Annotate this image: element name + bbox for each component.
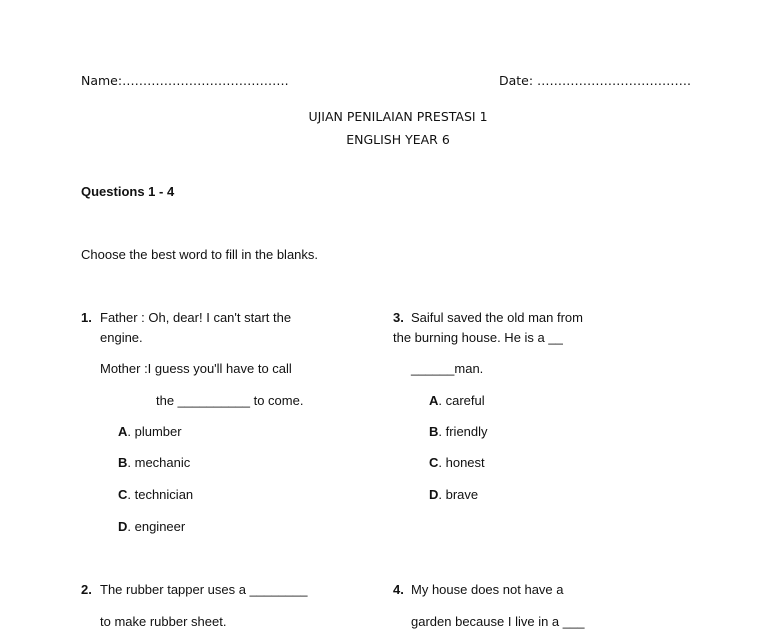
question-text: Saiful saved the old man from — [411, 310, 583, 325]
question-text: engine. — [100, 330, 143, 345]
name-field: Name:…………………………………. — [81, 73, 289, 88]
option-c: C. honest — [429, 455, 485, 470]
question-text: Mother :I guess you'll have to call — [100, 361, 292, 376]
question-text: ______man. — [411, 361, 484, 376]
option-d: D. brave — [429, 487, 479, 502]
question-number: 3. — [393, 310, 404, 325]
question-text: to make rubber sheet. — [100, 614, 227, 629]
question-number: 1. — [81, 310, 92, 325]
question-text: the burning house. He is a __ — [393, 330, 563, 345]
question-text: The rubber tapper uses a ________ — [100, 582, 308, 597]
instruction: Choose the best word to fill in the blanks. — [81, 247, 319, 262]
question-text: garden because I live in a ___ — [411, 614, 585, 629]
question-text: Father : Oh, dear! I can't start the — [100, 310, 292, 325]
option-b: B. friendly — [429, 424, 488, 439]
question-text: the __________ to come. — [156, 393, 304, 408]
option-b: B. mechanic — [118, 455, 191, 470]
exam-title: UJIAN PENILAIAN PRESTASI 1 — [308, 109, 488, 124]
question-text: My house does not have a — [411, 582, 564, 597]
option-c: C. technician — [118, 487, 194, 502]
date-field: Date: ………………………………. — [499, 73, 692, 88]
option-a: A. careful — [429, 393, 485, 408]
section-heading: Questions 1 - 4 — [81, 184, 175, 199]
question-number: 4. — [393, 582, 404, 597]
exam-subtitle: ENGLISH YEAR 6 — [346, 132, 450, 147]
option-d: D. engineer — [118, 519, 186, 534]
question-number: 2. — [81, 582, 92, 597]
option-a: A. plumber — [118, 424, 182, 439]
